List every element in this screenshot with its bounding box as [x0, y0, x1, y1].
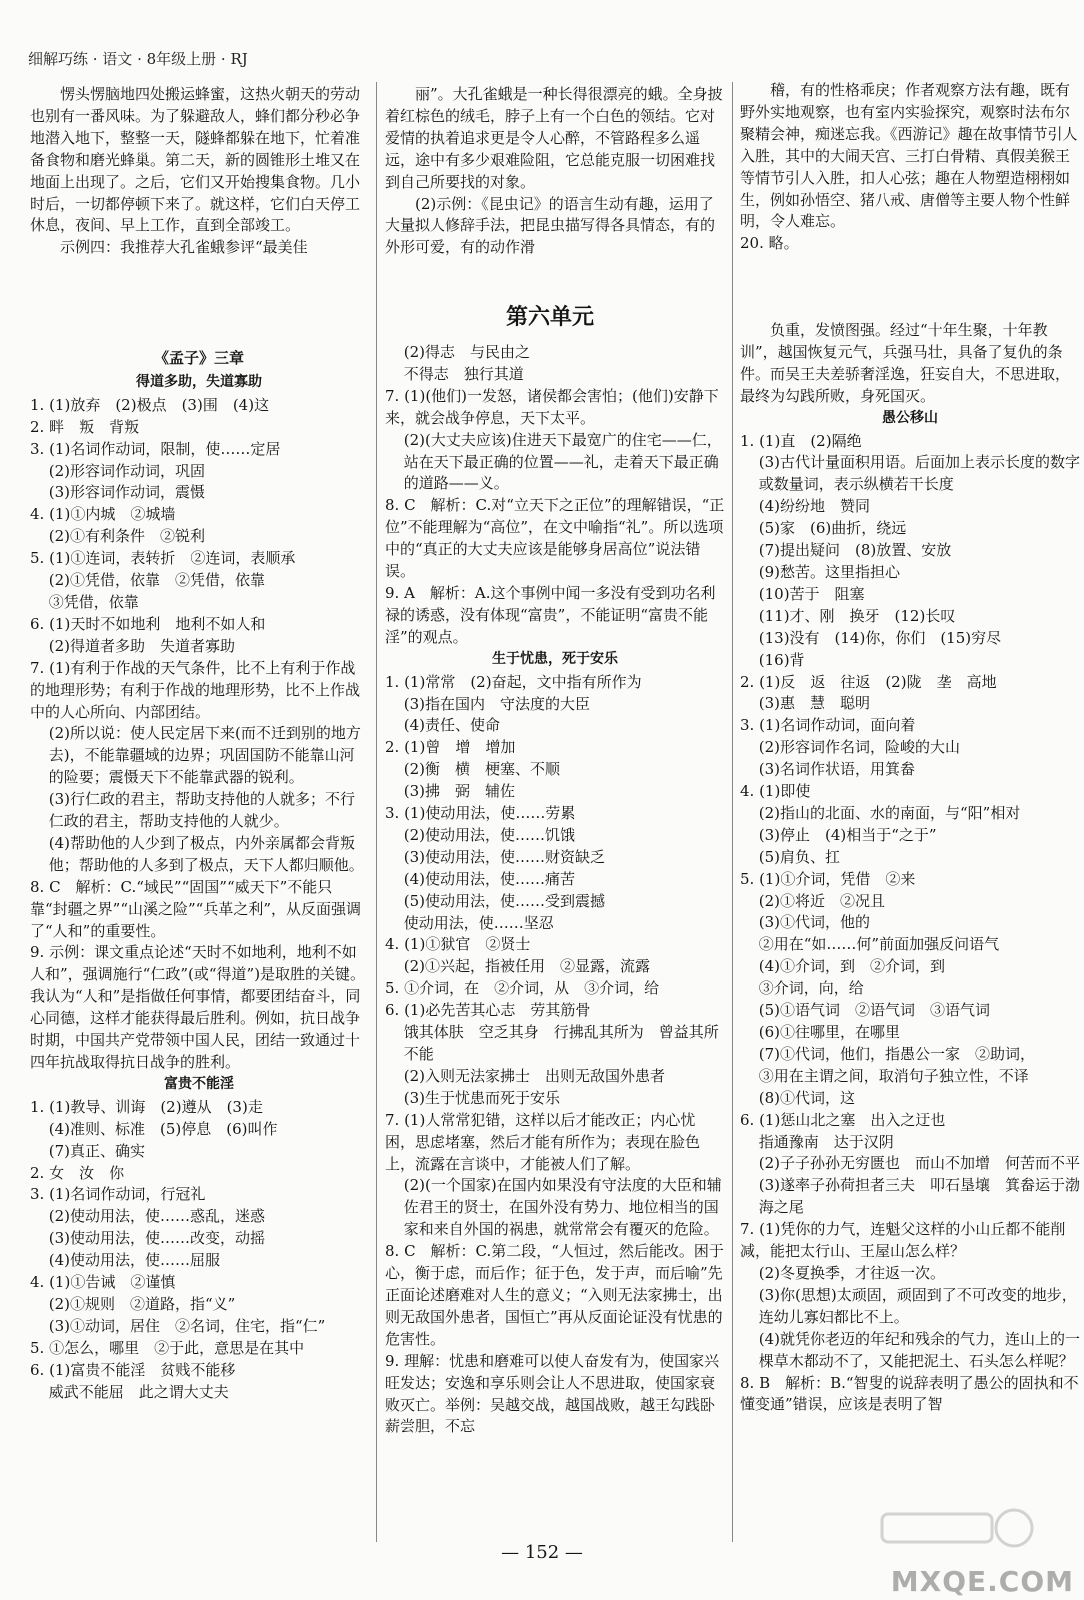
top-block-col1 — [30, 84, 368, 304]
answer-line: (2)①凭借，依靠 ②凭借，依靠 — [48, 571, 265, 590]
answer-line: (13)没有 (14)你，你们 (15)穷尽 — [758, 628, 1002, 647]
answer-line: (2)①有利条件 ②锐利 — [48, 527, 205, 546]
subsection-heading: 愚公移山 — [882, 409, 938, 426]
section-heading: 《孟子》三章 — [153, 349, 244, 367]
answer-line: 1. (1)直 (2)隔绝 — [740, 431, 862, 450]
answer-line: ③凭借，依靠 — [48, 592, 139, 611]
answer-line: (9)愁苦。这里指担心 — [758, 562, 900, 581]
answer-line: 8. C 解析：C.“域民”“固国”“威天下”不能只靠“封疆之界”“山溪之险”“兵革之利”，从反面强调了“人和”的重要性。 — [30, 877, 362, 940]
answer-line: 2. 女 汝 你 — [30, 1163, 125, 1182]
answer-line: (2)(一个国家)在国内如果没有守法度的大臣和辅佐君王的贤士，在国外没有势力、地位相当的国家和来自外国的祸患，就常常会有覆灭的危险。 — [403, 1176, 722, 1239]
answer-line: 4. (1)①告诫 ②谨慎 — [30, 1273, 176, 1292]
answer-line: (2)使动用法，使……饥饿 — [403, 825, 575, 844]
answer-line: (4)①介词，到 ②介词，到 — [758, 957, 945, 976]
answer-line: 8. C 解析：C.第二段，“人恒过，然后能改。困于心，衡于虑，而后作；征于色，发于声，而后喻”先正面论述磨难对人生的意义；“入则无法家拂士，出则无敌国外患者，国恒亡”再从反面论证没有忧患的危害性。 — [385, 1242, 724, 1348]
answer-line: ③介词，向，给 — [758, 979, 864, 998]
paragraph: 示例四：我推荐大孔雀蛾参评“最美佳 — [60, 238, 308, 257]
answer-line: 4. (1)即使 — [740, 782, 811, 801]
answer-line: 3. (1)名词作动词，限制，使……定居 — [30, 439, 281, 458]
answer-line: (4)准则、标准 (5)停息 (6)叫作 — [48, 1119, 278, 1138]
answer-line: (2)冬夏换季，才往返一次。 — [758, 1263, 945, 1282]
answer-line: 2. (1)曾 增 增加 — [385, 738, 516, 757]
answer-line: 5. ①怎么，哪里 ②于此，意思是在其中 — [30, 1338, 305, 1357]
answer-line: (3)①动词，居住 ②名词，住宅，指“仁” — [48, 1316, 326, 1335]
answer-line: (11)才、刚 换牙 (12)长叹 — [758, 606, 956, 625]
column-3 — [740, 80, 1080, 312]
answer-line: (6)①往哪里，在哪里 — [758, 1023, 900, 1041]
answer-line: (3)你(思想)太顽固，顽固到了不可改变的地步，连幼儿寡妇都比不上。 — [758, 1285, 1077, 1326]
answers-block — [740, 320, 1080, 408]
answer-line: (4)责任、使命 — [403, 716, 500, 735]
paragraph: 稽，有的性格乖戾；作者观察方法有趣，既有野外实地观察，也有室内实验探究，观察时法布尔聚精会神，痴迷忘我。《西游记》趣在故事情节引人入胜，其中的大闹天宫、三打白骨精、真假美猴王等情节引人入胜，扣人心弦；趣在人物塑造栩栩如生，例如孙悟空、猪八戒、唐僧等主要人物个性鲜明，令人难忘。 — [740, 81, 1078, 231]
answer-line: 7. (1)有利于作战的天气条件，比不上有利于作战的地理形势；有利于作战的地理形势，比不上作战中的人心所向、内部团结。 — [30, 658, 361, 721]
answers-block — [30, 1097, 368, 1404]
answer-line: (4)帮助他的人少到了极点，内外亲属都会背叛他；帮助他的人多到了极点，天下人都归顺他。 — [48, 833, 364, 874]
answer-line: (3)拂 弼 辅佐 — [403, 782, 515, 801]
answer-line: (4)就凭你老迈的年纪和残余的气力，连山上的一棵草木都动不了，又能把泥土、石头怎么样呢？ — [758, 1329, 1080, 1370]
answer-line: 3. (1)使动用法，使……劳累 — [385, 804, 576, 823]
answer-line: 指通豫南 达于汉阴 — [758, 1132, 894, 1151]
answer-line: (3)使动用法，使……财资缺乏 — [403, 847, 605, 866]
answer-line: (8)①代词，这 — [758, 1088, 855, 1107]
answer-line: 8. B 解析：B.“智叟的说辞表明了愚公的固执和不懂变通”错误，应该是表明了智 — [740, 1373, 1079, 1414]
answer-line: (2)入则无法家拂士 出则无敌国外患者 — [403, 1066, 665, 1085]
answer-line: (5)①语气词 ②语气词 ③语气词 — [758, 1001, 990, 1020]
answer-line: 9. 理解：忧患和磨难可以使人奋发有为，使国家兴旺发达；安逸和享乐则会让人不思进取，使国家衰败灭亡。举例：吴越交战，越国战败，越王勾践卧薪尝胆，不忘 — [385, 1351, 720, 1436]
paragraph: 丽”。大孔雀蛾是一种长得很漂亮的蛾。全身披着红棕色的绒毛，脖子上有一个白色的领结。它对爱情的执着追求更是令人心醉，不管路程多么遥远，途中有多少艰难险阻，它总能克服一切困难找到自己所要找的对象。 — [385, 85, 723, 191]
answer-line: (2)①将近 ②况且 — [758, 891, 885, 910]
answer-line: (4)纷纷地 赞同 — [758, 497, 870, 516]
answer-line: 7. (1)凭你的力气，连魁父这样的小山丘都不能削减，能把太行山、王屋山怎么样？ — [740, 1220, 1066, 1261]
answer-line: ②用在“如……何”前面加强反问语气 — [758, 935, 1000, 954]
answer-line: (2)使动用法，使……惑乱，迷惑 — [48, 1207, 265, 1226]
answer-line: (2)①规则 ②道路，指“义” — [48, 1294, 236, 1313]
answer-line: 7. (1)(他们)一发怒，诸侯都会害怕；(他们)安静下来，就会战争停息，天下太平。 — [385, 386, 719, 427]
answer-line: (3)名词作状语，用箕畚 — [758, 760, 915, 779]
answer-line: (4)使动用法，使……屈服 — [48, 1251, 220, 1270]
column-3-lower — [740, 320, 1080, 1416]
unit-title: 第六单元 — [505, 305, 594, 330]
answer-line: (7)真正、确实 — [48, 1141, 145, 1160]
answer-line: (3)行仁政的君主，帮助支持他的人就多；不行仁政的君主，帮助支持他的人就少。 — [48, 790, 355, 831]
answer-line: 4. (1)①内城 ②城墙 — [30, 505, 176, 524]
answer-line: 1. (1)教导、训诲 (2)遵从 (3)走 — [30, 1097, 263, 1116]
answer-line: 使动用法，使……坚忍 — [403, 913, 554, 932]
answers-block — [740, 431, 1080, 1417]
answer-line: (3)停止 (4)相当于“之于” — [758, 825, 937, 844]
answer-line: 1. (1)放弃 (2)极点 (3)围 (4)这 — [30, 395, 270, 414]
top-block-col2 — [385, 84, 725, 304]
answer-line: 威武不能屈 此之谓大丈夫 — [48, 1382, 229, 1401]
answer-line: 6. (1)惩山北之塞 出入之迂也 — [740, 1110, 946, 1129]
answer-line: ③用在主谓之间，取消句子独立性，不译 — [758, 1066, 1029, 1085]
answer-line: (2)得志 与民由之 — [403, 343, 530, 361]
answer-line: 9. 示例：课文重点论述“天时不如地利，地利不如人和”，强调施行“仁政”(或“得道”)是取胜的关键。我认为“人和”是指做任何事情，都要团结奋斗，同心同德，这样才能获得最后胜利。例如，抗日战争时期，中国共产党带领中国人民，团结一致通过十四年抗战取得抗日战争的胜利。 — [30, 943, 366, 1071]
watermark-text: MXQE.COM — [890, 1565, 1074, 1598]
answer-line: 5. (1)①介词，凭借 ②来 — [740, 869, 916, 888]
answer-line: (5)使动用法，使……受到震撼 — [403, 891, 605, 910]
answer-line: (2)所以说：使人民定居下来(而不迁到别的地方去)，不能靠疆域的边界；巩固国防不能靠山河的险要；震慑天下不能靠武器的锐利。 — [48, 724, 361, 787]
top-block-col3 — [740, 80, 1080, 312]
answers-block — [385, 672, 725, 1439]
answer-line: (2)得道者多助 失道者寡助 — [48, 636, 235, 655]
answer-line: (2)形容词作名词，险峻的大山 — [758, 738, 960, 757]
answer-line: 5. (1)①连词，表转折 ②连词，表顺承 — [30, 549, 296, 568]
answer-line: 20. 略。 — [740, 234, 799, 253]
answer-line: (5)家 (6)曲折，绕远 — [758, 519, 907, 538]
subsection-heading: 得道多助，失道寡助 — [136, 373, 262, 390]
answer-line: 不得志 独行其道 — [403, 364, 524, 383]
column-2-lower — [385, 342, 725, 1438]
answer-line: (2)指山的北面、水的南面，与“阳”相对 — [758, 803, 1021, 822]
answer-line: 8. C 解析：C.对“立天下之正位”的理解错误，“正位”不能理解为“高位”，在文中喻指“礼”。所以选项中的“真正的大丈夫应该是能够身居高位”说法错误。 — [385, 496, 725, 581]
answer-line: 6. (1)富贵不能淫 贫贱不能移 — [30, 1360, 236, 1379]
answer-line: (3)指在国内 守法度的大臣 — [403, 694, 590, 713]
answer-line: (5)肩负、扛 — [758, 847, 840, 866]
answer-line: (2)衡 横 梗塞、不顺 — [403, 760, 560, 779]
answer-line: 7. (1)人常常犯错，这样以后才能改正；内心忧困，思虑堵塞，然后才能有所作为；表现在脸色上，流露在言谈中，才能被人们了解。 — [385, 1110, 701, 1173]
answer-line: (2)①兴起，指被任用 ②显露，流露 — [403, 957, 650, 976]
subsection-heading: 富贵不能淫 — [164, 1075, 234, 1092]
answer-line: 2. 畔 叛 背叛 — [30, 417, 140, 436]
paragraph: 愣头愣脑地四处搬运蜂蜜，这热火朝天的劳动也别有一番风味。为了躲避敌人，蜂们都分秒必争地潜入地下，整整一天，隧蜂都躲在地下，忙着准备食物和磨光蜂巢。第二天，新的圆锥形土堆又在地面上出现了。之后，它们又开始搜集食物。几小时后，一切都停顿下来了。就这样，它们白天停工休息，夜间、早上工作，直到全部竣工。 — [30, 85, 361, 235]
answer-line: 9. A 解析：A.这个事例中闻一多没有受到功名利禄的诱惑，没有体现“富贵”，不能证明“富贵不能淫”的观点。 — [385, 583, 716, 646]
column-1-lower — [30, 342, 368, 1404]
answer-line: 饿其体肤 空乏其身 行拂乱其所为 曾益其所不能 — [403, 1023, 719, 1063]
answer-line: (7)提出疑问 (8)放置、安放 — [758, 541, 952, 560]
answer-line: 2. (1)反 返 往返 (2)陇 垄 高地 — [740, 672, 997, 691]
answer-line: (3)遂率子孙荷担者三夫 叩石垦壤 箕畚运于渤海之尾 — [758, 1176, 1080, 1217]
answer-line: (3)使动用法，使……改变，动摇 — [48, 1229, 265, 1248]
answer-line: (2)形容词作动词，巩固 — [48, 461, 205, 480]
answer-line: 3. (1)名词作动词，行冠礼 — [30, 1185, 206, 1204]
answer-line: (7)①代词，他们，指愚公一家 ②助词， — [758, 1044, 1035, 1063]
answer-line: (16)背 — [758, 650, 805, 669]
answer-line: 3. (1)名词作动词，面向着 — [740, 716, 916, 735]
answer-line: (4)使动用法，使……痛苦 — [403, 869, 575, 888]
paragraph: (2)示例：《昆虫记》的语言生动有趣，运用了大量拟人修辞手法，把昆虫描写得各具情态，有的外形可爱，有的动作滑 — [385, 194, 716, 257]
answer-line: 4. (1)①狱官 ②贤士 — [385, 935, 531, 954]
answer-line: 1. (1)常常 (2)奋起，文中指有所作为 — [385, 672, 642, 691]
column-1 — [30, 84, 368, 304]
answer-line: 负重，发愤图强。经过“十年生聚，十年教训”，越国恢复元气，兵强马壮，具备了复仇的条件。而吴王夫差骄奢淫逸，狂妄自大，不思进取，最终为勾践所败，身死国灭。 — [740, 321, 1071, 405]
column-divider-2 — [732, 82, 733, 1542]
answer-line: (3)惠 慧 聪明 — [758, 694, 870, 713]
answer-line: (3)形容词作动词，震慑 — [48, 483, 205, 502]
answer-line: (3)生于忧患而死于安乐 — [403, 1088, 560, 1107]
answers-block — [30, 395, 368, 1074]
subsection-heading: 生于忧患，死于安乐 — [492, 650, 618, 667]
answer-line: (3)古代计量面积用语。后面加上表示长度的数字或数量词，表示纵横若干长度 — [758, 453, 1080, 494]
answer-line: 6. (1)天时不如地利 地利不如人和 — [30, 614, 266, 633]
column-2 — [385, 84, 725, 304]
answer-line: (2)(大丈夫应该)住进天下最宽广的住宅——仁，站在天下最正确的位置——礼，走着天下最正确的道路——义。 — [403, 430, 722, 493]
answer-line: (3)①代词，他的 — [758, 913, 870, 932]
column-divider-1 — [376, 82, 377, 1542]
page-number: — 152 — — [501, 1542, 583, 1563]
answers-block — [385, 342, 725, 649]
answer-line: (2)子子孙孙无穷匮也 而山不加增 何苦而不平 — [758, 1154, 1080, 1173]
answer-line: 6. (1)必先苦其心志 劳其筋骨 — [385, 1001, 591, 1020]
answer-line: 5. ①介词，在 ②介词，从 ③介词，给 — [385, 979, 660, 998]
answer-line: (10)苦于 阻塞 — [758, 584, 865, 603]
running-header: 细解巧练 · 语文 · 8年级上册 · RJ — [28, 50, 248, 68]
